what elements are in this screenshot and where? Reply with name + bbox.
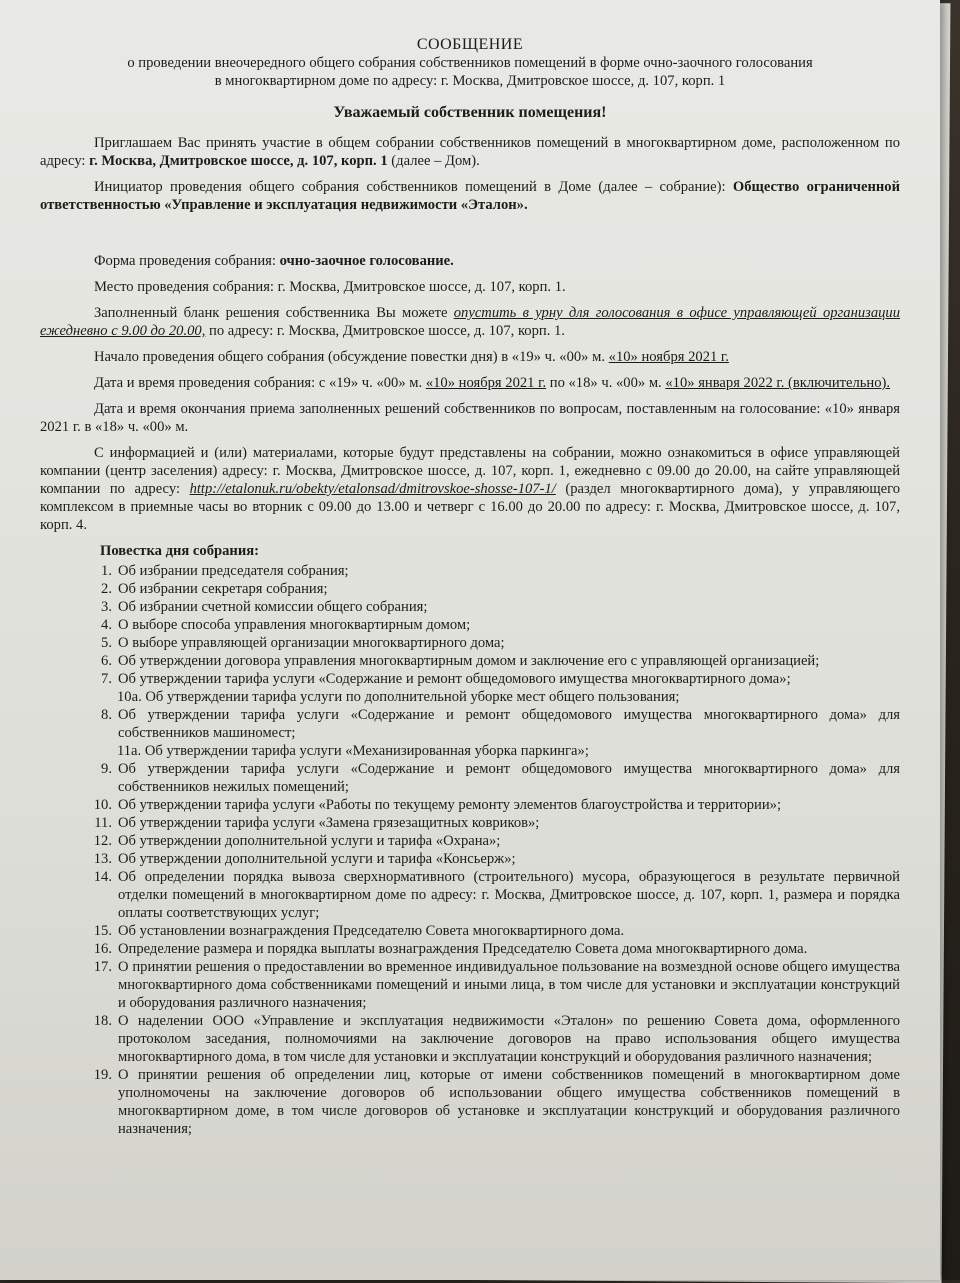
intro-paragraph-1 (40, 134, 900, 170)
agenda-item (40, 634, 900, 652)
form-paragraph (40, 252, 900, 270)
agenda-item-number: 11. (94, 815, 112, 831)
blank-text: Заполненный бланк решения собственника Вы можете (94, 305, 454, 321)
agenda-item (40, 1066, 900, 1138)
document-title: СООБЩЕНИЕ (416, 36, 524, 53)
agenda-item-text: Определение размера и порядка выплаты вознаграждения Председателю Совета дома многоквартирного дома. (118, 941, 808, 957)
dt-text-1: Дата и время проведения собрания: с «19» ч. «00» м. (94, 375, 426, 391)
intro-p2-text: Инициатор проведения общего собрания собственников помещений в Доме (далее – собрание): (94, 179, 733, 195)
agenda-item-number: 3. (101, 599, 112, 615)
agenda-item-number: 6. (101, 653, 112, 669)
intro-p1-address: г. Москва, Дмитровское шоссе, д. 107, корп. 1 (89, 153, 388, 169)
document-subtitle-line2: в многоквартирном доме по адресу: г. Москва, Дмитровское шоссе, д. 107, корп. 1 (214, 73, 726, 89)
blank-tail: по адресу: г. Москва, Дмитровское шоссе, д. 107, корп. 1. (205, 323, 565, 339)
agenda-item (40, 598, 900, 616)
agenda-item (40, 706, 900, 742)
agenda-item-text: Об утверждении тарифа услуги «Содержание и ремонт общедомового имущества многоквартирного дома» для собственников машиномест; (118, 707, 900, 741)
agenda-title: Повестка дня собрания: (100, 543, 259, 559)
agenda-item-number: 1. (101, 563, 112, 579)
agenda-item-number: 14. (93, 869, 112, 885)
agenda-item-text: О наделении ООО «Управление и эксплуатация недвижимости «Эталон» по решению Совета дома, оформленного протоколом заседания, полномочиями на заключение договоров на право использования общего имущества многоквартирного дома, в том числе для установки и эксплуатации конструкций и оборудования различного назначения; (118, 1013, 900, 1065)
intro-p2-initiator: Общество ограниченной ответственностью «Управление и эксплуатация недвижимости «Эталон». (40, 179, 900, 213)
info-tail: (раздел многоквартирного дома), у управляющего комплексом в приемные часы во вторник с 09.00 до 13.00 и четверг с 16.00 до 20.00 по адресу: г. Москва, Дмитровское шоссе, д. 107, корп. 4. (40, 481, 900, 533)
start-date: «10» ноября 2021 г. (608, 349, 729, 365)
dt-text-2: по «18» ч. «00» м. (546, 375, 666, 391)
agenda-item-text: О выборе управляющей организации многоквартирного дома; (118, 635, 505, 651)
info-paragraph (40, 444, 900, 534)
dt-date-1: «10» ноября 2021 г. (425, 375, 547, 391)
agenda-item-number: 13. (93, 851, 112, 867)
agenda-item-number: 4. (101, 617, 112, 633)
dt-date-2: «10» января 2022 г. (включительно). (665, 375, 891, 391)
agenda-item-text: Об утверждении дополнительной услуги и тарифа «Консьерж»; (118, 851, 516, 867)
agenda-item-number: 9. (101, 761, 112, 777)
agenda-item (40, 616, 900, 634)
form-label: Форма проведения собрания: (94, 253, 280, 269)
agenda-item (40, 760, 900, 796)
end-paragraph: Дата и время окончания приема заполненных решений собственников по вопросам, поставленным на голосование: «10» января 2021 г. в «18» ч. «00» м. (40, 401, 900, 435)
agenda-item-text: Об утверждении тарифа услуги «Работы по текущему ремонту элементов благоустройства и территории»; (118, 797, 782, 813)
agenda-item-text: Об утверждении тарифа услуги «Замена грязезащитных ковриков»; (118, 815, 540, 831)
agenda-item-number: 2. (101, 581, 112, 597)
agenda-item-number: 10. (93, 797, 112, 813)
agenda-item-text: Об избрании счетной комиссии общего собрания; (118, 599, 428, 615)
agenda-item (40, 670, 900, 688)
agenda-item-text: 11а. Об утверждении тарифа услуги «Механизированная уборка паркинга»; (117, 743, 589, 759)
agenda-item-number: 12. (93, 833, 112, 849)
agenda-item-text: О принятии решения о предоставлении во временное индивидуальное пользование на возмездной основе общего имущества многоквартирного дома собственниками помещений и иными лица, в том числе для установки и эксплуатации конструкций и оборудования различного назначения; (118, 959, 900, 1011)
info-text: С информацией и (или) материалами, которые будут представлены на собрании, можно ознакомиться в офисе управляющей компании (центр заселения) адресу: г. Москва, Дмитровское шоссе, д. 107, корп. 1, ежедневно с 09.00 до 20.00, на сайте управляющей компании по адресу: (40, 445, 900, 497)
agenda-item-number: 5. (101, 635, 112, 651)
agenda-item-text: Об установлении вознаграждения Председателю Совета многоквартирного дома. (118, 923, 625, 939)
agenda-item-number: 18. (93, 1013, 112, 1029)
intro-paragraph-2 (40, 178, 900, 214)
agenda-item-text: Об утверждении тарифа услуги «Содержание и ремонт общедомового имущества многоквартирного дома» для собственников нежилых помещений; (118, 761, 900, 795)
agenda-item-number: 7. (101, 671, 112, 687)
agenda-item-text: Об утверждении тарифа услуги «Содержание и ремонт общедомового имущества многоквартирного дома»; (118, 671, 791, 687)
agenda-item-number: 19. (93, 1067, 112, 1083)
agenda-item (40, 832, 900, 850)
agenda-item (40, 922, 900, 940)
agenda-item-text: Об утверждении дополнительной услуги и тарифа «Охрана»; (118, 833, 501, 849)
start-paragraph (40, 348, 900, 366)
agenda-item-text: Об определении порядка вывоза сверхнормативного (строительного) мусора, образующегося в результате первичной отделки помещений в многоквартирном доме по адресу: г. Москва, Дмитровское шоссе, д. 107, корп. 1, размера и порядка оплаты соответствующих услуг; (118, 869, 900, 921)
agenda-item-number: 17. (93, 959, 112, 975)
intro-p1-text: Приглашаем Вас принять участие в общем собрании собственников помещений в многоквартирном доме, расположенном по адресу: (40, 135, 900, 169)
agenda-item (40, 850, 900, 868)
blank-underlined: опустить в урну для голосования в офисе управляющей организации ежедневно с 9.00 до 20.00, (40, 305, 901, 339)
intro-p1-tail: (далее – Дом). (387, 153, 480, 169)
agenda-item (40, 580, 900, 598)
agenda-item (40, 742, 900, 760)
start-text: Начало проведения общего собрания (обсуждение повестки дня) в «19» ч. «00» м. (94, 349, 609, 365)
agenda-item (40, 796, 900, 814)
agenda-item-number: 16. (93, 941, 112, 957)
agenda-item-text: О принятии решения об определении лиц, которые от имени собственников помещений в многоквартирном доме уполномочены на заключение договоров об использовании общего имущества собственников помещений в многоквартирном доме, в том числе договоров об установке и эксплуатации конструкций и оборудования различного назначения; (118, 1067, 900, 1137)
agenda-item-number: 15. (93, 923, 112, 939)
agenda-item (40, 814, 900, 832)
agenda-list (40, 562, 900, 1138)
agenda-item (40, 868, 900, 922)
place-paragraph: Место проведения собрания: г. Москва, Дмитровское шоссе, д. 107, корп. 1. (94, 279, 566, 295)
website-link[interactable]: http://etalonuk.ru/obekty/etalonsad/dmitrovskoe-shosse-107-1/ (189, 481, 556, 497)
document-content (40, 36, 900, 1138)
blank-paragraph (40, 304, 900, 340)
agenda-item-text: Об избрании председателя собрания; (118, 563, 349, 579)
agenda-item-number: 8. (101, 707, 112, 723)
document-subtitle-line1: о проведении внеочередного общего собрания собственников помещений в форме очно-заочного голосования (127, 55, 813, 71)
agenda-item (40, 652, 900, 670)
datetime-paragraph (40, 374, 900, 392)
document-header (40, 36, 900, 90)
spacer (40, 222, 900, 252)
agenda-item (40, 940, 900, 958)
agenda-item-text: Об утверждении договора управления многоквартирным домом и заключение его с управляющей организацией; (118, 653, 820, 669)
agenda-item (40, 1012, 900, 1066)
agenda-item-text: О выборе способа управления многоквартирным домом; (118, 617, 471, 633)
agenda-item-text: 10а. Об утверждении тарифа услуги по дополнительной уборке мест общего пользования; (117, 689, 680, 705)
agenda-item (40, 958, 900, 1012)
form-value: очно-заочное голосование. (279, 253, 454, 269)
greeting: Уважаемый собственник помещения! (333, 104, 607, 121)
agenda-item (40, 688, 900, 706)
agenda-item (40, 562, 900, 580)
agenda-item-text: Об избрании секретаря собрания; (118, 581, 328, 597)
